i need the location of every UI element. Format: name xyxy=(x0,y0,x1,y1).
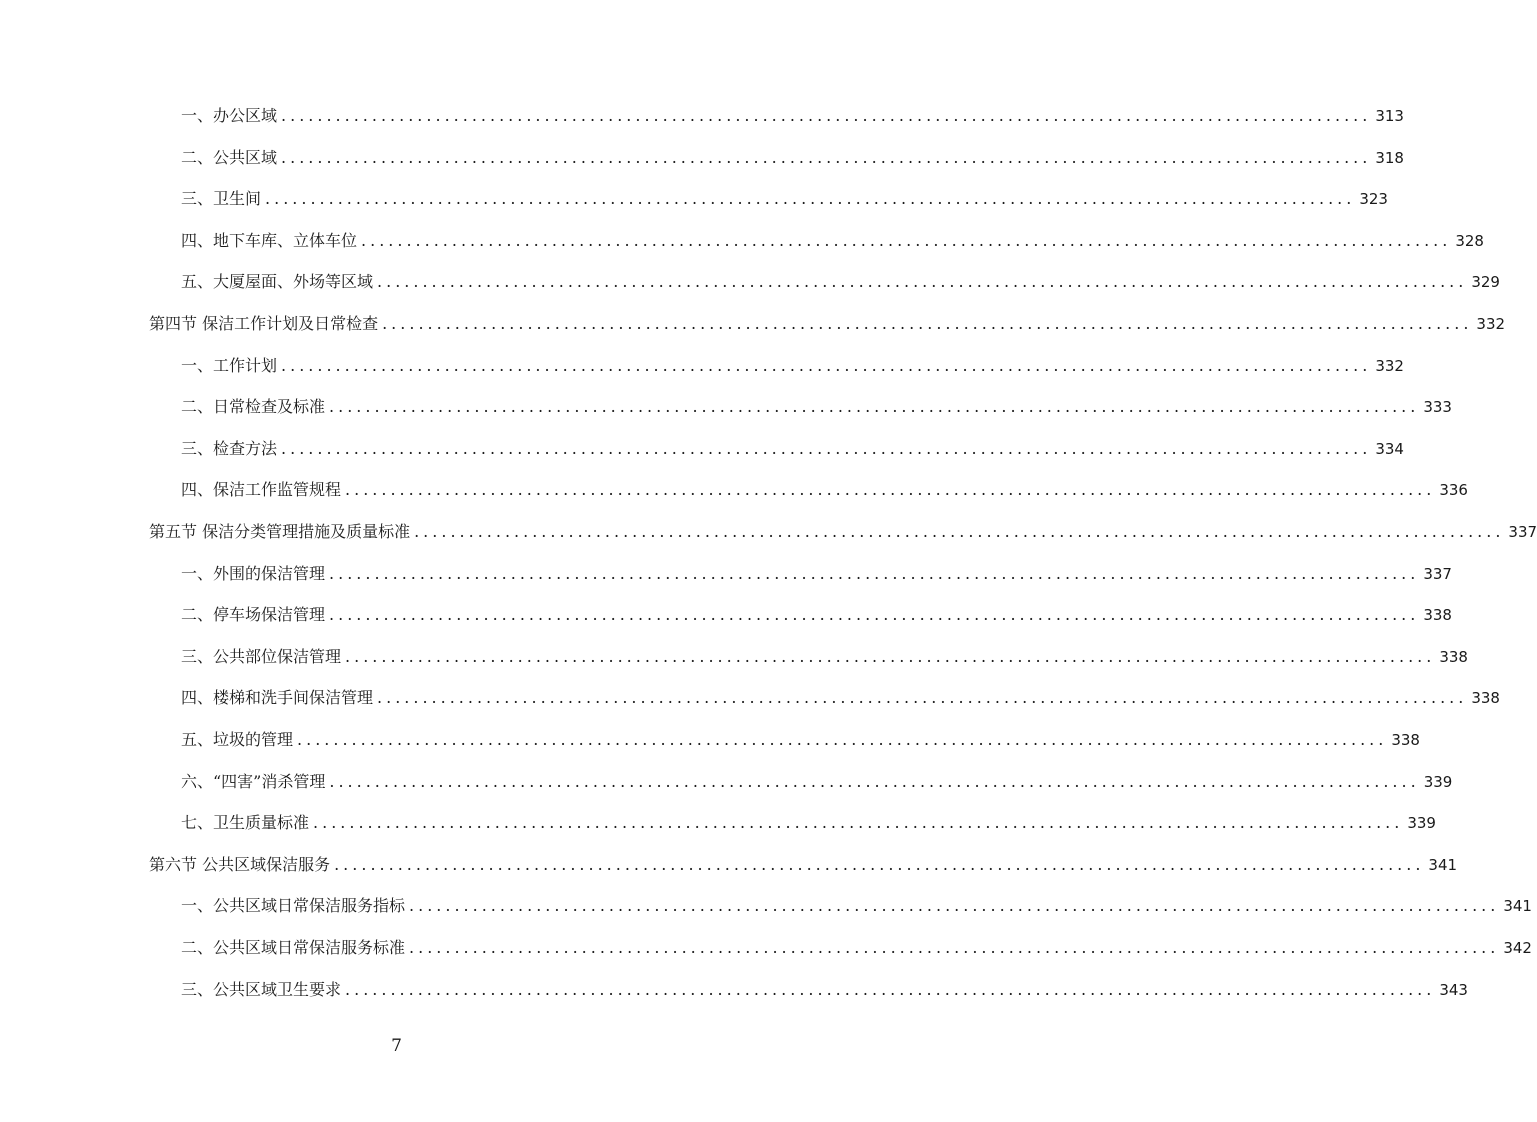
toc-entry-title: 七、卫生质量标准 xyxy=(181,813,310,833)
toc-entry-page: 332 xyxy=(1375,356,1404,375)
toc-dot-leader: ........................................................................................................................ xyxy=(265,189,1356,209)
toc-entry-title: 第六节 公共区域保洁服务 xyxy=(149,854,331,874)
toc-entry-page: 329 xyxy=(1471,273,1500,292)
toc-entry-title: 一、工作计划 xyxy=(181,355,278,375)
toc-dot-leader: ........................................................................................................................ xyxy=(329,563,1420,583)
toc-entry-page: 336 xyxy=(1439,481,1468,500)
toc-section-entry[interactable] xyxy=(149,845,1458,885)
toc-dot-leader: ........................................................................................................................ xyxy=(281,355,1372,375)
toc-subsection-entry[interactable] xyxy=(181,179,1388,219)
toc-entry-title: 五、垃圾的管理 xyxy=(181,730,294,749)
toc-dot-leader: ........................................................................................................................ xyxy=(377,272,1468,292)
toc-dot-leader: ........................................................................................................................ xyxy=(361,230,1452,250)
toc-entry-title: 二、公共区域日常保洁服务标准 xyxy=(181,938,406,957)
toc-dot-leader: ........................................................................................................................ xyxy=(414,522,1505,541)
toc-subsection-entry[interactable] xyxy=(181,138,1404,178)
toc-dot-leader: ........................................................................................................................ xyxy=(329,397,1420,417)
toc-section-entry[interactable] xyxy=(149,304,1506,344)
toc-entry-title: 五、大厦屋面、外场等区域 xyxy=(181,272,374,292)
toc-dot-leader: ........................................................................................................................ xyxy=(377,688,1468,708)
toc-subsection-entry[interactable] xyxy=(181,970,1468,1010)
toc-subsection-entry[interactable] xyxy=(181,470,1468,510)
toc-dot-leader: ........................................................................................................................ xyxy=(382,314,1473,333)
toc-subsection-entry[interactable] xyxy=(181,387,1452,427)
toc-entry-title: 三、公共部位保洁管理 xyxy=(181,646,342,666)
toc-subsection-entry[interactable] xyxy=(181,678,1500,718)
toc-entry-title: 六、“四害”消杀管理 xyxy=(181,771,326,791)
toc-subsection-entry[interactable] xyxy=(181,346,1404,386)
toc-entry-page: 339 xyxy=(1407,814,1436,833)
toc-entry-title: 二、公共区域 xyxy=(181,147,278,167)
toc-dot-leader: ........................................................................................................................ xyxy=(409,938,1500,957)
toc-subsection-entry[interactable] xyxy=(181,637,1468,677)
toc-entry-page: 333 xyxy=(1423,398,1452,417)
toc-entry-page: 341 xyxy=(1503,897,1532,916)
toc-section-entry[interactable] xyxy=(149,512,1537,552)
toc-subsection-entry[interactable] xyxy=(181,720,1420,760)
toc-dot-leader: ........................................................................................................................ xyxy=(313,813,1404,833)
toc-entry-page: 332 xyxy=(1476,315,1506,333)
toc-entry-title: 一、外围的保洁管理 xyxy=(181,563,326,583)
toc-entry-page: 341 xyxy=(1428,855,1458,874)
toc-entry-title: 一、公共区域日常保洁服务指标 xyxy=(181,896,406,916)
toc-subsection-entry[interactable] xyxy=(181,762,1453,802)
toc-subsection-entry[interactable] xyxy=(181,554,1452,594)
toc-subsection-entry[interactable] xyxy=(181,429,1404,469)
toc-dot-leader: ........................................................................................................................ xyxy=(281,106,1372,125)
toc-entry-page: 342 xyxy=(1503,939,1532,957)
toc-subsection-entry[interactable] xyxy=(181,803,1436,843)
toc-entry-page: 338 xyxy=(1423,606,1452,625)
toc-entry-page: 343 xyxy=(1439,980,1468,999)
toc-entry-title: 三、卫生间 xyxy=(181,189,262,209)
toc-dot-leader: ........................................................................................................................ xyxy=(281,438,1372,458)
toc-subsection-entry[interactable] xyxy=(181,928,1532,968)
toc-dot-leader: ........................................................................................................................ xyxy=(281,147,1372,167)
toc-entry-page: 338 xyxy=(1471,689,1500,708)
toc-dot-leader: ........................................................................................................................ xyxy=(345,646,1436,666)
page-number: 7 xyxy=(391,1036,402,1056)
toc-entry-title: 一、办公区域 xyxy=(181,106,278,125)
toc-entry-title: 三、检查方法 xyxy=(181,438,278,458)
toc-entry-title: 三、公共区域卫生要求 xyxy=(181,979,342,999)
toc-dot-leader: ........................................................................................................................ xyxy=(409,896,1500,916)
toc-entry-page: 318 xyxy=(1375,148,1404,167)
toc-entry-page: 323 xyxy=(1359,190,1388,209)
toc-dot-leader: ........................................................................................................................ xyxy=(345,979,1436,999)
toc-subsection-entry[interactable] xyxy=(181,221,1484,261)
toc-entry-title: 四、楼梯和洗手间保洁管理 xyxy=(181,688,374,708)
toc-entry-page: 338 xyxy=(1391,731,1420,749)
toc-entry-page: 339 xyxy=(1423,772,1453,791)
toc-subsection-entry[interactable] xyxy=(181,262,1500,302)
toc-entry-page: 337 xyxy=(1423,564,1452,583)
toc-subsection-entry[interactable] xyxy=(181,595,1452,635)
toc-entry-title: 四、地下车库、立体车位 xyxy=(181,230,358,250)
toc-entry-title: 第五节 保洁分类管理措施及质量标准 xyxy=(149,522,411,541)
toc-subsection-entry[interactable] xyxy=(181,886,1532,926)
toc-subsection-entry[interactable] xyxy=(181,96,1404,136)
toc-entry-page: 313 xyxy=(1375,107,1404,125)
toc-dot-leader: ........................................................................................................................ xyxy=(334,854,1425,874)
toc-dot-leader: ........................................................................................................................ xyxy=(297,730,1388,749)
toc-dot-leader: ........................................................................................................................ xyxy=(329,605,1420,625)
toc-dot-leader: ........................................................................................................................ xyxy=(345,480,1436,500)
toc-dot-leader: ........................................................................................................................ xyxy=(329,771,1420,791)
toc-entry-title: 四、保洁工作监管规程 xyxy=(181,480,342,500)
toc-entry-title: 二、停车场保洁管理 xyxy=(181,605,326,625)
toc-entry-page: 338 xyxy=(1439,647,1468,666)
toc-entry-page: 337 xyxy=(1508,523,1537,541)
toc-entry-page: 328 xyxy=(1455,231,1484,250)
toc-entry-title: 二、日常检查及标准 xyxy=(181,397,326,417)
toc-entry-title: 第四节 保洁工作计划及日常检查 xyxy=(149,314,379,333)
toc-entry-page: 334 xyxy=(1375,439,1404,458)
